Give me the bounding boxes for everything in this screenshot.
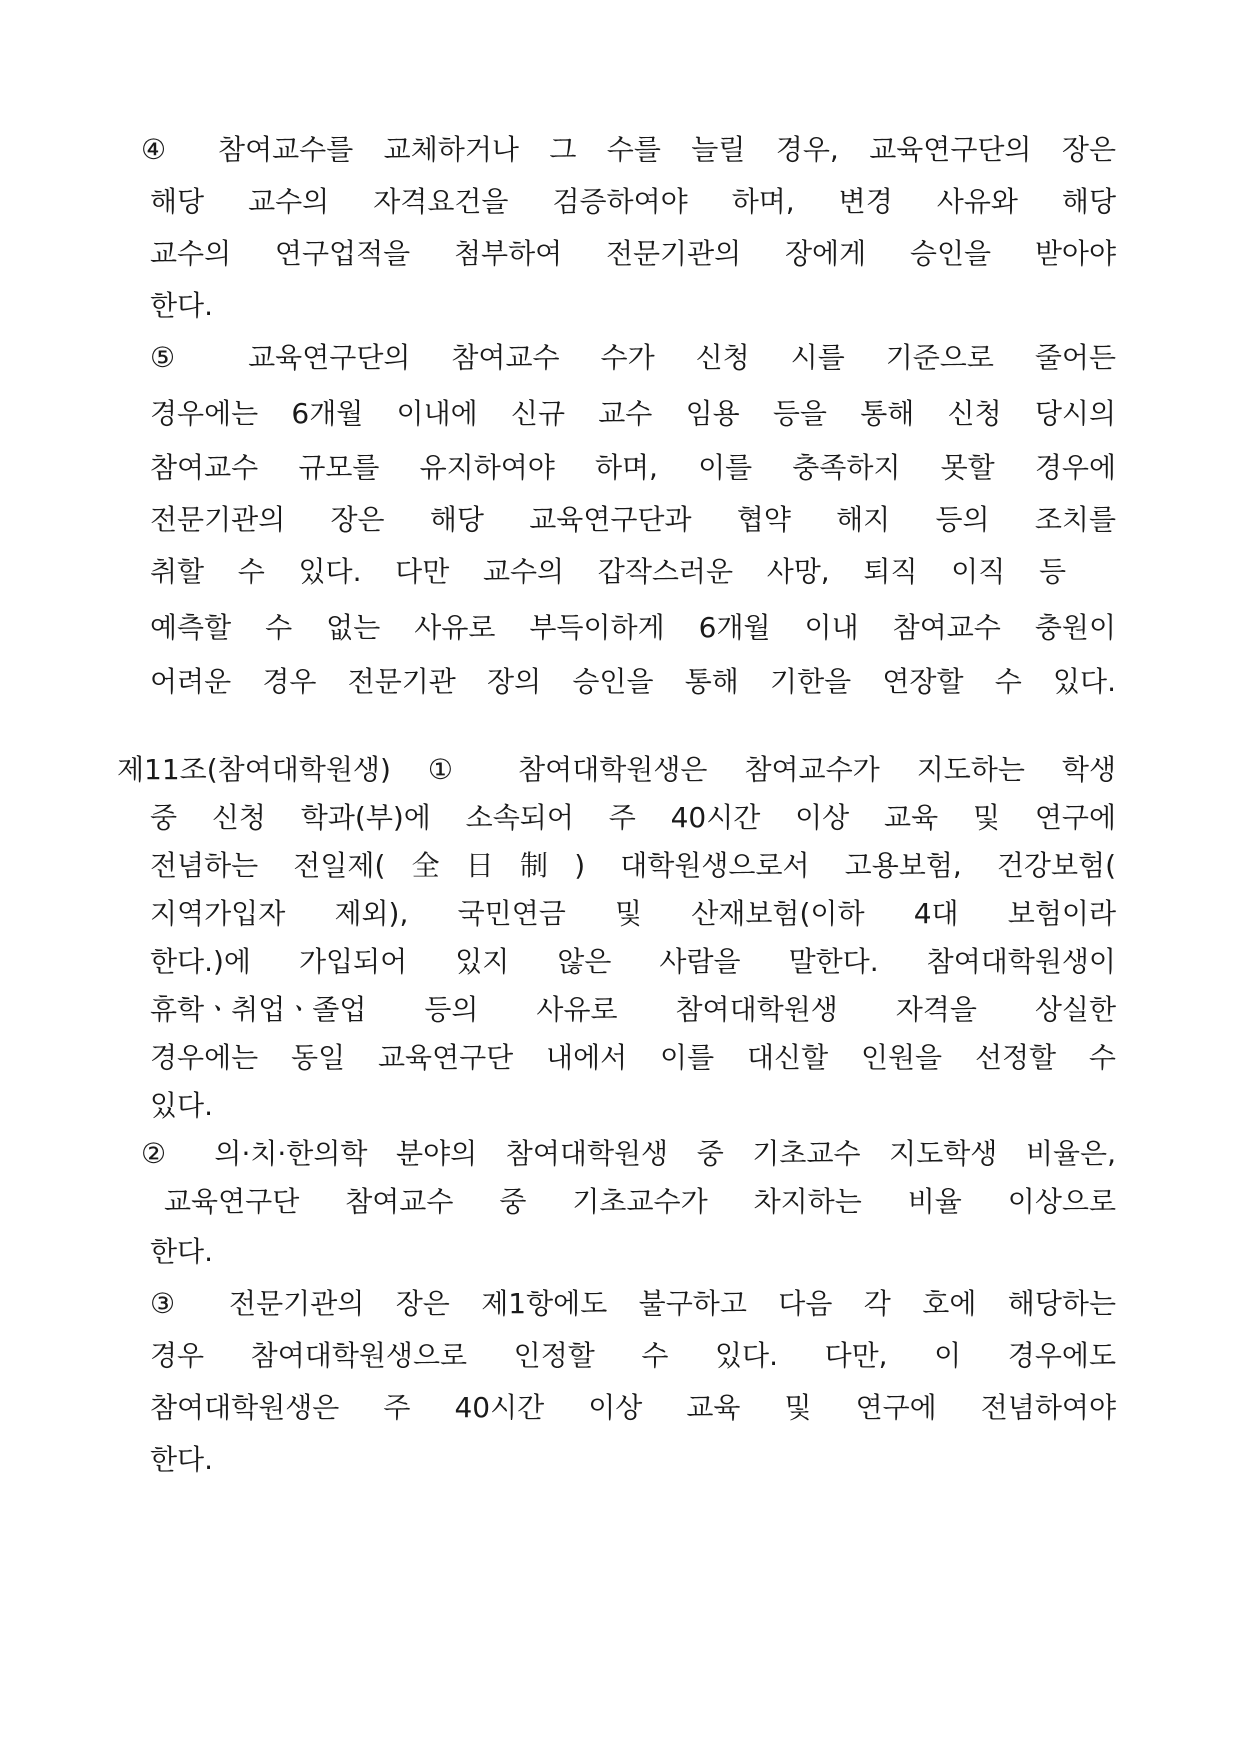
paragraph-5-line-7: 어려운 경우 전문기관 장의 승인을 통해 기한을 연장할 수 있다. [150, 665, 1116, 698]
paragraph-5-line-4: 전문기관의 장은 해당 교육연구단과 협약 해지 등의 조치를 [150, 503, 1116, 536]
paragraph-4-line-1: ④ 참여교수를 교체하거나 그 수를 늘릴 경우, 교육연구단의 장은 [141, 133, 1116, 166]
article-11-line-6: 휴학ㆍ취업ㆍ졸업 등의 사유로 참여대학원생 자격을 상실한 [150, 993, 1116, 1026]
article-11-line-7: 경우에는 동일 교육연구단 내에서 이를 대신할 인원을 선정할 수 [150, 1041, 1116, 1074]
article-11-paragraph-3-line-3: 참여대학원생은 주 40시간 이상 교육 및 연구에 전념하여야 [150, 1391, 1116, 1424]
article-11-paragraph-2-line-1: ② 의·치·한의학 분야의 참여대학원생 중 기초교수 지도학생 비율은, [141, 1137, 1116, 1170]
article-11-line-5: 한다.)에 가입되어 있지 않은 사람을 말한다. 참여대학원생이 [150, 945, 1116, 978]
paragraph-4-line-3: 교수의 연구업적을 첨부하여 전문기관의 장에게 승인을 받아야 [150, 237, 1116, 270]
paragraph-5-line-2: 경우에는 6개월 이내에 신규 교수 임용 등을 통해 신청 당시의 [150, 397, 1116, 430]
article-11-line-1: 제11조(참여대학원생) ① 참여대학원생은 참여교수가 지도하는 학생 [117, 753, 1116, 786]
paragraph-5-line-6: 예측할 수 없는 사유로 부득이하게 6개월 이내 참여교수 충원이 [150, 611, 1116, 644]
paragraph-5-line-1: ⑤ 교육연구단의 참여교수 수가 신청 시를 기준으로 줄어든 [150, 341, 1116, 374]
article-11-paragraph-3-line-2: 경우 참여대학원생으로 인정할 수 있다. 다만, 이 경우에도 [150, 1339, 1116, 1372]
article-11-paragraph-2-line-2: 교육연구단 참여교수 중 기초교수가 차지하는 비율 이상으로 [164, 1185, 1116, 1218]
article-11-line-2: 중 신청 학과(부)에 소속되어 주 40시간 이상 교육 및 연구에 [150, 801, 1116, 834]
article-11-line-3: 전념하는 전일제(全日制) 대학원생으로서 고용보험, 건강보험( [150, 849, 1116, 882]
paragraph-5-line-3: 참여교수 규모를 유지하여야 하며, 이를 충족하지 못할 경우에 [150, 451, 1116, 484]
article-11-paragraph-3-line-1: ③ 전문기관의 장은 제1항에도 불구하고 다음 각 호에 해당하는 [150, 1287, 1116, 1320]
paragraph-4-line-2: 해당 교수의 자격요건을 검증하여야 하며, 변경 사유와 해당 [150, 185, 1116, 218]
article-11-line-4: 지역가입자 제외), 국민연금 및 산재보험(이하 4대 보험이라 [150, 897, 1116, 930]
article-11-paragraph-3-line-4: 한다. [150, 1443, 213, 1476]
paragraph-4-line-4: 한다. [150, 289, 213, 322]
paragraph-5-line-5: 취할 수 있다. 다만 교수의 갑작스러운 사망, 퇴직 이직 등 [150, 555, 1066, 588]
article-11-line-8: 있다. [150, 1089, 213, 1122]
article-11-paragraph-2-line-3: 한다. [150, 1235, 213, 1268]
